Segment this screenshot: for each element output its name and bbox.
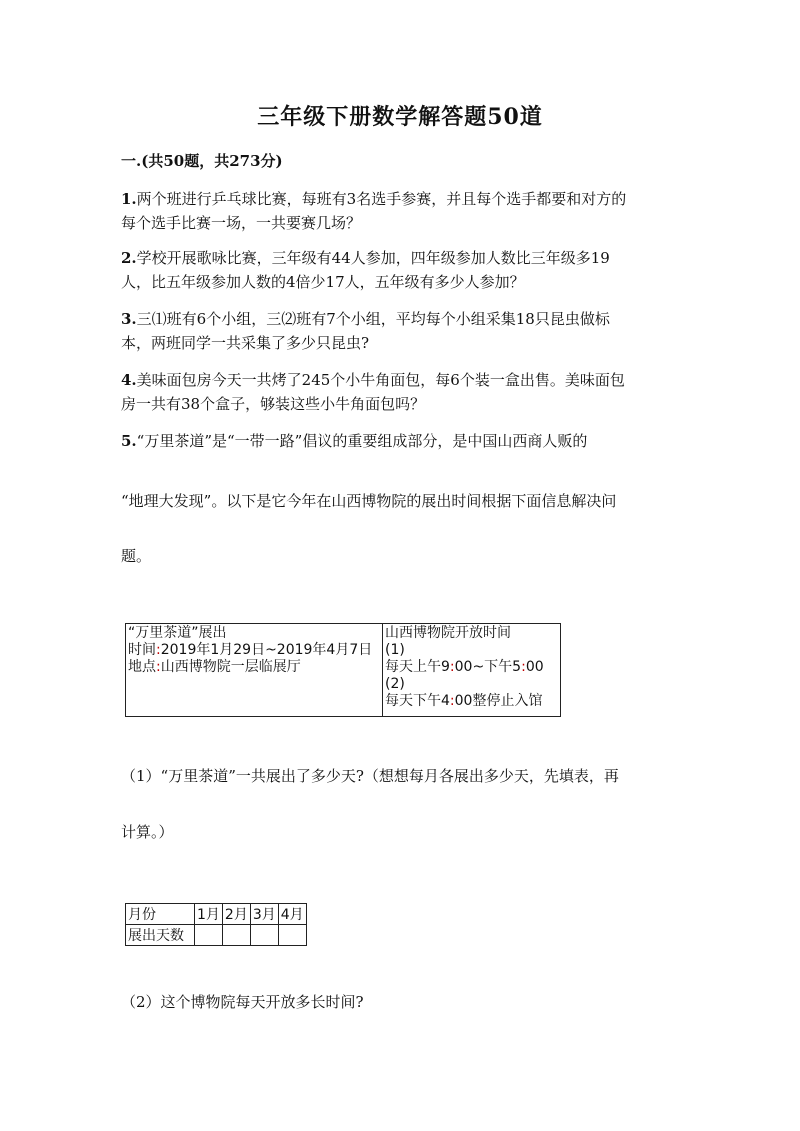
value: 2019年1月29日~2019年4月7日 (160, 642, 373, 658)
item-number: (2) (385, 676, 405, 692)
question-text-line: 本，两班同学一共采集了多少只昆虫? (121, 334, 370, 352)
question-2 (121, 246, 681, 294)
question-4 (121, 368, 681, 416)
exhibition-time (128, 642, 380, 659)
question-text-line: 房一共有38个盒子，够装这些小牛角面包吗？ (121, 395, 426, 413)
text: 每天下午4 (385, 693, 450, 709)
table-cell: 1月 (195, 904, 223, 925)
table-row (126, 925, 307, 946)
table-header-row (126, 904, 307, 925)
answer-cell[interactable] (278, 925, 306, 946)
question-text-line: 每个选手比赛一场，一共要赛几场？ (121, 214, 362, 232)
question-number: 1. (121, 190, 137, 208)
question-text-line: “万里茶道”是“一带一路”倡议的重要组成部分，是中国山西商人贩的 (136, 432, 588, 450)
text: 00整停止入馆 (454, 693, 543, 709)
question-5-line-1 (121, 430, 587, 451)
month-days-table (125, 903, 307, 946)
section-header: 一.(共50题，共273分) (121, 152, 283, 170)
table-cell: 2月 (222, 904, 250, 925)
colon: : (521, 659, 526, 675)
text: 每天上午9 (385, 659, 450, 675)
sub-question-2: （2）这个博物院每天开放多长时间? (121, 993, 364, 1011)
label: 时间 (128, 642, 156, 658)
colon: : (156, 642, 161, 658)
answer-cell[interactable] (250, 925, 278, 946)
item-number: (1) (385, 642, 405, 658)
table-cell: 3月 (250, 904, 278, 925)
exhibition-info-cell (126, 624, 383, 717)
exhibition-place (128, 659, 380, 676)
opening-hours-title: 山西博物院开放时间 (385, 625, 511, 641)
table-cell: 展出天数 (126, 925, 195, 946)
text: 00~下午5 (454, 659, 522, 675)
table-cell: 月份 (126, 904, 195, 925)
question-number: 5. (121, 432, 137, 450)
question-number: 2. (121, 249, 137, 267)
text: 00 (525, 659, 544, 675)
colon: : (449, 693, 455, 709)
answer-cell[interactable] (195, 925, 223, 946)
table-cell: 4月 (278, 904, 306, 925)
question-text-line: 美味面包房今天一共烤了245个小牛角面包，每6个装一盒出售。美味面包 (136, 371, 625, 389)
colon: : (156, 659, 161, 675)
question-text-line: 两个班进行乒乓球比赛，每班有3名选手参赛，并且每个选手都要和对方的 (136, 190, 627, 208)
question-text-line: 三⑴班有6个小组，三⑵班有7个小组，平均每个小组采集18只昆虫做标 (136, 310, 610, 328)
question-5-line-3: 题。 (121, 547, 152, 565)
question-text-line: 学校开展歌咏比赛，三年级有44人参加，四年级参加人数比三年级多19 (136, 249, 610, 267)
page-title: 三年级下册数学解答题50道 (257, 104, 543, 130)
question-number: 4. (121, 371, 137, 389)
answer-cell[interactable] (222, 925, 250, 946)
question-5-line-2: “地理大发现”。以下是它今年在山西博物院的展出时间根据下面信息解决问 (121, 492, 617, 510)
label: 地点 (128, 659, 156, 675)
question-number: 3. (121, 310, 137, 328)
colon: : (449, 659, 455, 675)
exhibition-title: “万里茶道”展出 (128, 625, 227, 641)
question-text-line: 人，比五年级参加人数的4倍少17人，五年级有多少人参加？ (121, 273, 525, 291)
opening-hours-value (385, 659, 558, 676)
sub-question-1-line-1: （1）“万里茶道”一共展出了多少天?（想想每月各展出多少天，先填表，再 (121, 767, 619, 785)
question-3 (121, 307, 681, 355)
sub-question-1-line-2: 计算。） (121, 823, 174, 841)
opening-hours-cell (383, 624, 561, 717)
value: 山西博物院一层临展厅 (160, 659, 301, 675)
last-entry-value (385, 693, 558, 710)
exhibition-info-table (125, 623, 561, 717)
question-1 (121, 187, 681, 235)
